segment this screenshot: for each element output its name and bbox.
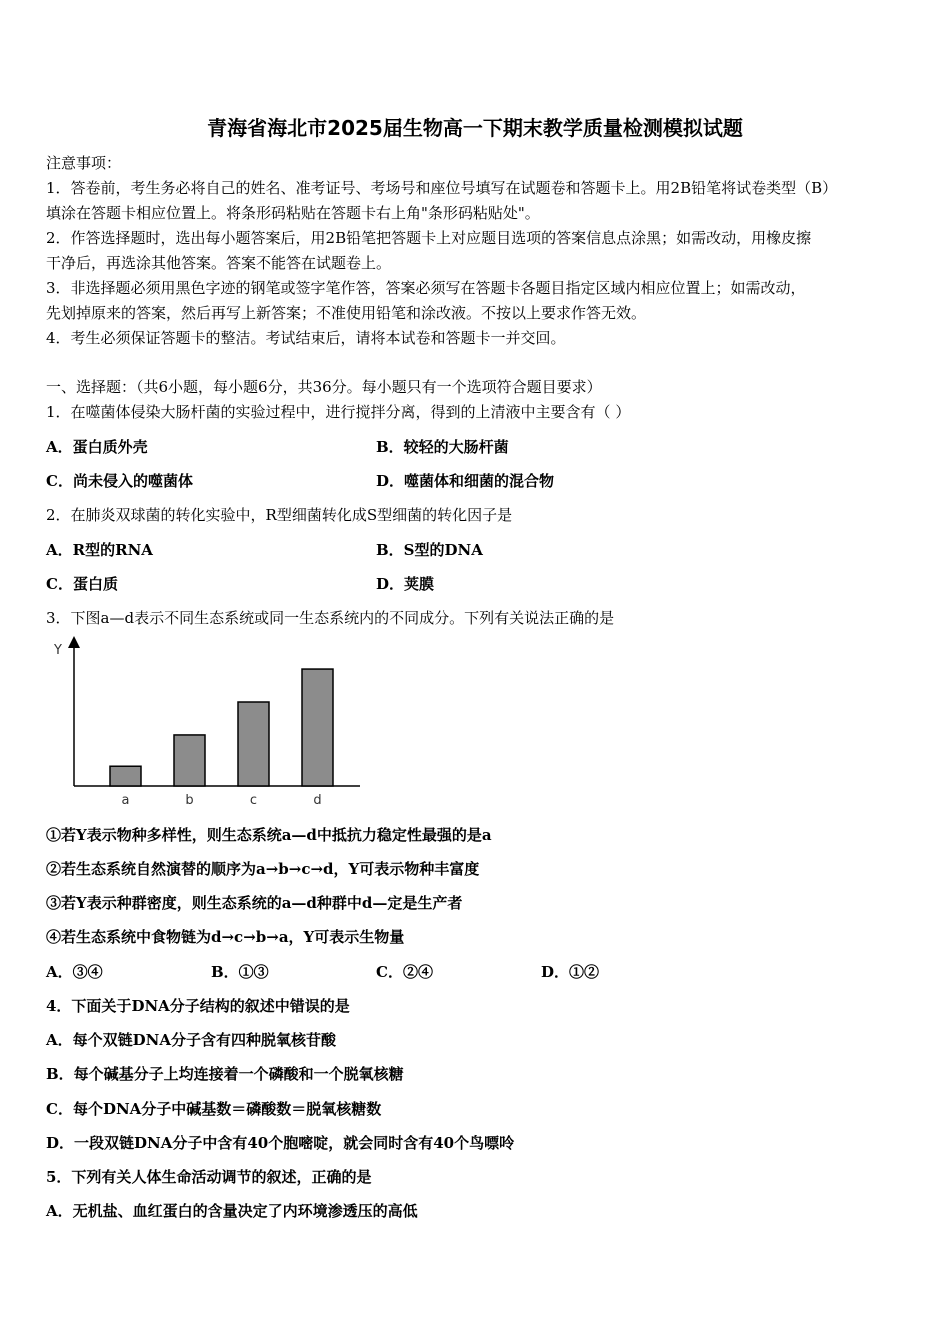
notice-line: 1．答卷前，考生务必将自己的姓名、准考证号、考场号和座位号填写在试题卷和答题卡上。用2B铅笔将试卷类型（B） <box>46 179 838 197</box>
q4-option-d[interactable]: D．一段双链DNA分子中含有40个胞嘧啶，就会同时含有40个鸟嘌呤 <box>46 1134 515 1152</box>
q3-statement-1: ①若Y表示物种多样性，则生态系统a—d中抵抗力稳定性最强的是a <box>46 826 492 844</box>
question-2-stem: 2．在肺炎双球菌的转化实验中，R型细菌转化成S型细菌的转化因子是 <box>46 506 513 524</box>
notice-line: 先划掉原来的答案，然后再写上新答案；不准使用铅笔和涂改液。不按以上要求作答无效。 <box>46 304 647 322</box>
chart-tick-label-b: b <box>185 793 194 808</box>
chart-bar-a <box>110 766 141 786</box>
q3-option-c[interactable]: C．②④ <box>376 963 433 981</box>
chart-bar-d <box>302 669 333 786</box>
notice-line: 2．作答选择题时，选出每小题答案后，用2B铅笔把答题卡上对应题目选项的答案信息点涂黑；如需改动，用橡皮擦 <box>46 229 812 247</box>
notice-line: 4．考生必须保证答题卡的整洁。考试结束后，请将本试卷和答题卡一并交回。 <box>46 329 566 347</box>
q3-option-a[interactable]: A．③④ <box>46 963 103 981</box>
q1-option-d[interactable]: D．噬菌体和细菌的混合物 <box>376 472 555 490</box>
q2-option-b[interactable]: B．S型的DNA <box>376 541 483 559</box>
q3-option-d[interactable]: D．①② <box>541 963 600 981</box>
q5-option-a[interactable]: A．无机盐、血红蛋白的含量决定了内环境渗透压的高低 <box>46 1202 418 1220</box>
q1-option-b[interactable]: B．较轻的大肠杆菌 <box>376 438 509 456</box>
q2-option-c[interactable]: C．蛋白质 <box>46 575 118 593</box>
bar-chart <box>40 634 370 814</box>
q3-option-b[interactable]: B．①③ <box>211 963 269 981</box>
chart-y-axis-label: Y <box>54 643 62 658</box>
q4-option-a[interactable]: A．每个双链DNA分子含有四种脱氧核苷酸 <box>46 1031 336 1049</box>
question-3-stem: 3．下图a—d表示不同生态系统或同一生态系统内的不同成分。下列有关说法正确的是 <box>46 609 615 627</box>
q2-option-d[interactable]: D．荚膜 <box>376 575 435 593</box>
q3-statement-2: ②若生态系统自然演替的顺序为a→b→c→d，Y可表示物种丰富度 <box>46 860 480 878</box>
page-title: 青海省海北市2025届生物高一下期末教学质量检测模拟试题 <box>207 116 743 140</box>
notice-heading: 注意事项： <box>46 154 122 172</box>
chart-tick-label-a: a <box>121 793 130 808</box>
q3-statement-3: ③若Y表示种群密度，则生态系统的a—d种群中d—定是生产者 <box>46 894 463 912</box>
chart-bar-b <box>174 735 205 786</box>
q1-option-c[interactable]: C．尚未侵入的噬菌体 <box>46 472 193 490</box>
chart-tick-label-c: c <box>249 793 258 808</box>
q2-option-a[interactable]: A．R型的RNA <box>46 541 153 559</box>
question-4-stem: 4．下面关于DNA分子结构的叙述中错误的是 <box>46 997 350 1015</box>
chart-tick-label-d: d <box>313 793 322 808</box>
question-1-stem: 1．在噬菌体侵染大肠杆菌的实验过程中，进行搅拌分离，得到的上清液中主要含有（ ） <box>46 403 631 421</box>
q1-option-a[interactable]: A．蛋白质外壳 <box>46 438 148 456</box>
q4-option-c[interactable]: C．每个DNA分子中碱基数＝磷酸数＝脱氧核糖数 <box>46 1100 382 1118</box>
q3-statement-4: ④若生态系统中食物链为d→c→b→a，Y可表示生物量 <box>46 928 405 946</box>
notice-line: 填涂在答题卡相应位置上。将条形码粘贴在答题卡右上角"条形码粘贴处"。 <box>46 204 540 222</box>
chart-bar-c <box>238 702 269 786</box>
q4-option-b[interactable]: B．每个碱基分子上均连接着一个磷酸和一个脱氧核糖 <box>46 1065 404 1083</box>
question-5-stem: 5．下列有关人体生命活动调节的叙述，正确的是 <box>46 1168 372 1186</box>
notice-line: 干净后，再选涂其他答案。答案不能答在试题卷上。 <box>46 254 392 272</box>
notice-line: 3．非选择题必须用黑色字迹的钢笔或签字笔作答，答案必须写在答题卡各题目指定区域内相应位置上；如需改动， <box>46 279 806 297</box>
section-heading: 一、选择题：（共6小题，每小题6分，共36分。每小题只有一个选项符合题目要求） <box>46 378 602 396</box>
